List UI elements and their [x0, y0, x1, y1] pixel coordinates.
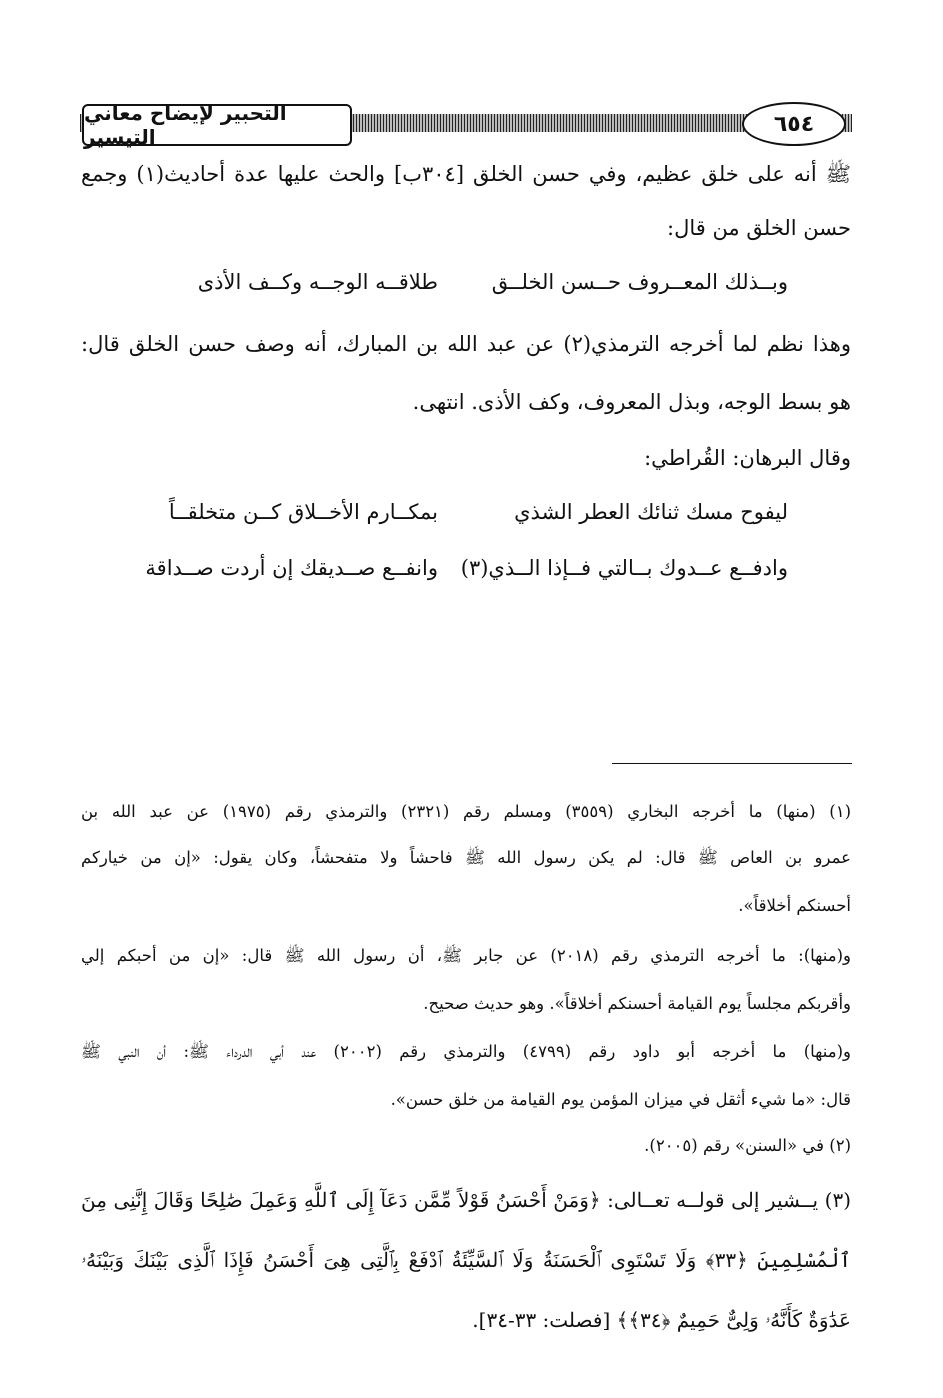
verse-1-first-hemistich: طلاقــه الوجــه وكــف الأذى — [197, 270, 438, 294]
verse-2-first-hemistich: بمكــارم الأخــلاق كــن متخلقــاً — [168, 500, 438, 524]
verse-3-first-hemistich: وانفــع صــديقك إن أردت صــداقة — [145, 556, 438, 580]
footnote-line-7: قال: «ما شيء أثقل في ميزان المؤمن يوم القيامة من خلق حسن». — [390, 1090, 851, 1109]
body-line-5: وقال البرهان: القُراطي: — [644, 446, 851, 470]
verse-3-second-hemistich: وادفــع عــدوك بــالتي فــإذا الــذي(٣) — [460, 556, 788, 580]
footnote-line-4: و(منها): ما أخرجه الترمذي رقم (٢٠١٨) عن جابر ﷺ، أن رسول الله ﷺ قال: «إن من أحبكم إلي — [81, 946, 852, 965]
book-title-text: التحبير لإيضاح معاني التيسير — [84, 101, 287, 149]
body-line-2: حسن الخلق من قال: — [667, 216, 851, 240]
footnote-quran-line-1: (٣) يــشير إلى قولــه تعــالى: ﴿وَمَنْ أَحْسَنُ قَوْلاً مِّمَّن دَعَآ إِلَى ٱللَّهِ وَعَمِلَ صَٰلِحًا وَقَالَ إِنَّنِى مِنَ — [81, 1188, 851, 1212]
body-line-3: وهذا نظم لما أخرجه الترمذي(٢) عن عبد الله بن المبارك، أنه وصف حسن الخلق قال: — [81, 332, 851, 356]
footnote-line-3: أحسنكم أخلاقاً». — [738, 896, 851, 915]
running-header — [80, 100, 852, 149]
footnote-line-1: (١) (منها) ما أخرجه البخاري (٣٥٥٩) ومسلم رقم (٢٣٢١) والترمذي رقم (١٩٧٥) عن عبد الله بن — [81, 802, 852, 821]
footnote-line-5: وأقربكم مجلساً يوم القيامة أحسنكم أخلاقاً». وهو حديث صحيح. — [423, 994, 851, 1013]
body-line-1: ﷺ أنه على خلق عظيم، وفي حسن الخلق [٣٠٤ب] والحث عليها عدة أحاديث(١) وجمع — [81, 162, 851, 186]
footnote-line-2: عمرو بن العاص ﷺ قال: لم يكن رسول الله ﷺ فاحشاً ولا متفحشاً، وكان يقول: «إن من خياركم — [81, 848, 851, 867]
verse-1-second-hemistich: وبــذلك المعــروف حــسن الخلــق — [491, 270, 788, 294]
body-line-4: هو بسط الوجه، وبذل المعروف، وكف الأذى. انتهى. — [412, 390, 851, 414]
verse-2-second-hemistich: ليفوح مسك ثنائك العطر الشذي — [514, 500, 788, 524]
footnote-line-6: و(منها) ما أخرجه أبو داود رقم (٤٧٩٩) والترمذي رقم (٢٠٠٢) عند أبي الدرداء ﷺ: أن النبي ﷺ — [81, 1042, 851, 1061]
footnote-line-8: (٢) في «السنن» رقم (٢٠٠٥). — [644, 1136, 851, 1155]
book-title — [82, 101, 352, 149]
page-number-text: ٦٥٤ — [773, 111, 815, 137]
footnote-quran-line-3: عَدَٰوَةٌ كَأَنَّهُۥ وَلِىٌّ حَمِيمٌ ﴿٣٤﴾﴾ [فصلت: ٣٣-٣٤]. — [472, 1308, 851, 1332]
footnote-quran-line-2: ٱلْمُسْلِمِينَ ﴿٣٣﴾ وَلَا تَسْتَوِى ٱلْحَسَنَةُ وَلَا ٱلسَّيِّئَةُ ٱدْفَعْ بِٱلَّتِى هِىَ أَحْسَنُ فَإِذَا ٱلَّذِى بَيْنَكَ وَبَيْنَهُۥ — [81, 1248, 851, 1272]
page-number — [742, 102, 846, 146]
footnote-separator — [612, 763, 852, 764]
